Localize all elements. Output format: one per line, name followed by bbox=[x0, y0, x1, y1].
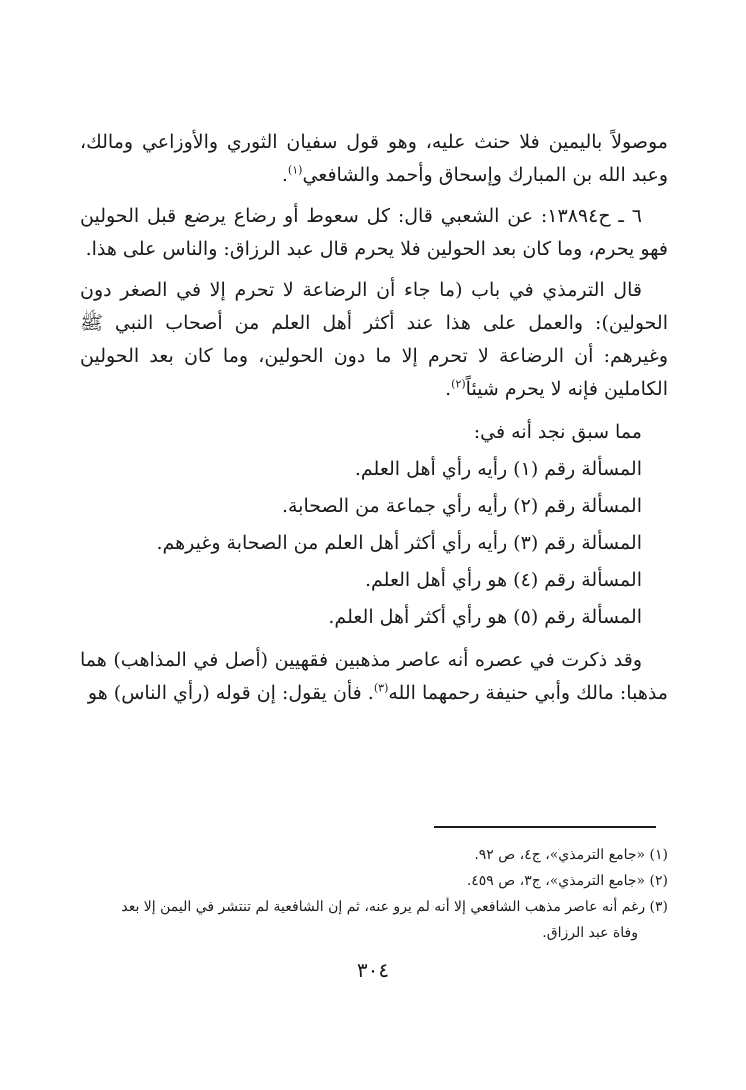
footnote-ref-2: (٢) bbox=[451, 377, 466, 391]
footnotes bbox=[80, 842, 668, 946]
paragraph-1: موصولاً باليمين فلا حنث عليه، وهو قول سفيان الثوري والأوزاعي ومالك، وعبد الله بن المبارك وإسحاق وأحمد والشافعي$^{(١)}$. bbox=[80, 131, 668, 186]
footnote-ref-3: (٣) bbox=[373, 681, 389, 695]
footnote-2: (٢) «جامع الترمذي»، ج٣، ص ٤٥٩. bbox=[466, 873, 668, 889]
footnote-3: (٣) رغم أنه عاصر مذهب الشافعي إلا أنه لم يرو عنه، ثم إن الشافعية لم تنتشر في اليمن إلا بعد bbox=[121, 899, 668, 915]
paragraph-2: ٦ ـ ح١٣٨٩٤: عن الشعبي قال: كل سعوط أو رضاع يرضع قبل الحولين فهو يحرم، وما كان بعد الحولين فلا يحرم قال عبد الرزاق: والناس على هذا. bbox=[80, 205, 668, 260]
paragraph-4-continued: . فأن يقول: إن قوله (رأي الناس) هو bbox=[87, 682, 374, 704]
paragraph-1-text: موصولاً باليمين فلا حنث عليه، وهو قول سفيان الثوري والأوزاعي ومالك، وعبد الله بن المبارك وإسحاق وأحمد والشافعي bbox=[80, 131, 668, 186]
list-item: المسألة رقم (١) رأيه رأي أهل العلم. bbox=[354, 458, 642, 480]
footnote-3-continued: وفاة عبد الرزاق. bbox=[542, 925, 638, 941]
list-item: المسألة رقم (٢) رأيه رأي جماعة من الصحابة. bbox=[281, 495, 642, 517]
paragraph-3: قال الترمذي في باب (ما جاء أن الرضاعة لا تحرم إلا في الصغر دون الحولين): والعمل على هذا عند أكثر أهل العلم من أصحاب النبي ﷺ وغيرهم: أن الرضاعة لا تحرم إلا ما دون الحولين، وما كان بعد الحولين الكاملين فإنه لا يحرم شيئاً$^{(٢)}$. bbox=[80, 279, 668, 400]
list-intro: مما سبق نجد أنه في: bbox=[473, 421, 642, 443]
list-item: المسألة رقم (٥) هو رأي أكثر أهل العلم. bbox=[328, 606, 642, 628]
paragraph-4 bbox=[80, 644, 668, 710]
footnote-1: (١) «جامع الترمذي»، ج٤، ص ٩٢. bbox=[474, 847, 668, 863]
page-number: ٣٠٤ bbox=[356, 958, 390, 982]
main-text bbox=[80, 126, 668, 718]
footnote-ref-1: (١) bbox=[287, 163, 303, 177]
list-item: المسألة رقم (٤) هو رأي أهل العلم. bbox=[364, 569, 642, 591]
list-item: المسألة رقم (٣) رأيه رأي أكثر أهل العلم من الصحابة وغيرهم. bbox=[156, 532, 642, 554]
paragraph-4-text: وقد ذكرت في عصره أنه عاصر مذهبين فقهيين (أصل في المذاهب) هما مذهبا: مالك وأبي حنيفة رحمهما الله bbox=[80, 649, 668, 704]
paragraph-3-text: قال الترمذي في باب (ما جاء أن الرضاعة لا تحرم إلا في الصغر دون الحولين): والعمل على هذا عند أكثر أهل العلم من أصحاب النبي ﷺ وغيرهم: أن الرضاعة لا تحرم إلا ما دون الحولين، وما كان بعد الحولين الكاملين فإنه لا يحرم شيئاً bbox=[80, 279, 668, 400]
footnote-separator bbox=[434, 826, 656, 828]
